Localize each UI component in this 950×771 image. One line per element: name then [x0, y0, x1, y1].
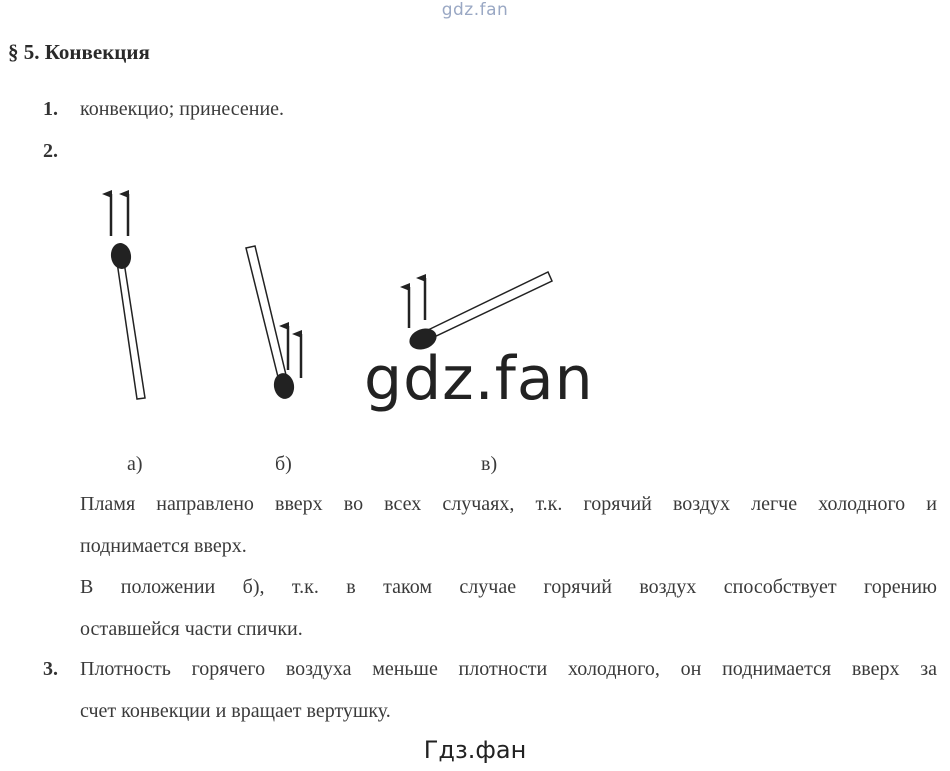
match-a-icon: [109, 242, 145, 399]
item-number-2: 2.: [43, 140, 58, 162]
figure-label-c: в): [481, 453, 498, 475]
figure-label-a: а): [127, 453, 143, 475]
item-3-line-2: счет конвекции и вращает вертушку.: [80, 700, 391, 722]
match-c-icon: [406, 272, 552, 353]
answer-2-line-3: В положении б), т.к. в таком случае горячий воздух способствует горению: [80, 576, 937, 598]
answer-2-line-2: поднимается вверх.: [80, 535, 247, 557]
item-1-text: конвекцио; принесение.: [80, 98, 285, 120]
watermark-bottom: Гдз.фан: [423, 736, 527, 764]
watermark-center: gdz.fan: [364, 344, 594, 414]
item-3-line-1: Плотность горячего воздуха меньше плотности холодного, он поднимается вверх за: [80, 658, 937, 680]
section-title: § 5. Конвекция: [8, 40, 150, 64]
arrow-up-icon: [409, 278, 425, 328]
match-b-icon: [246, 246, 296, 401]
item-number-1: 1.: [43, 98, 58, 120]
figure-label-b: б): [275, 453, 292, 475]
arrow-up-icon: [288, 326, 301, 378]
answer-2-line-4: оставшейся части спички.: [80, 618, 303, 640]
arrow-up-icon: [111, 194, 128, 236]
watermark-top: gdz.fan: [441, 0, 509, 20]
item-number-3: 3.: [43, 658, 58, 680]
answer-2-line-1: Пламя направлено вверх во всех случаях, т.к. горячий воздух легче холодного и: [80, 493, 937, 515]
